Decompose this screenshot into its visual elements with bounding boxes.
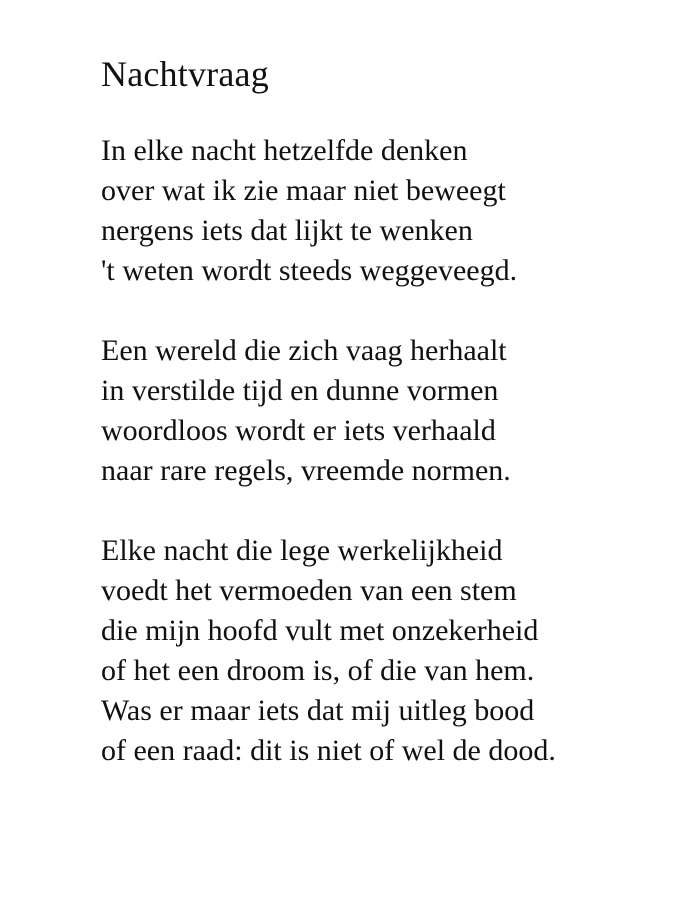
stanza-2-line-1: Een wereld die zich vaag herhaalt: [101, 334, 507, 367]
stanza-3-line-3: die mijn hoofd vult met onzekerheid: [101, 614, 539, 647]
stanza-1: [101, 131, 680, 291]
stanza-2-line-2: in verstilde tijd en dunne vormen: [101, 374, 499, 407]
stanza-2: [101, 331, 680, 491]
stanza-3-line-5: Was er maar iets dat mij uitleg bood: [101, 694, 535, 727]
stanza-2-line-4: naar rare regels, vreemde normen.: [101, 454, 511, 487]
poem-title: Nachtvraag: [101, 54, 269, 94]
stanza-1-line-4: 't weten wordt steeds weggeveegd.: [101, 254, 518, 287]
stanza-3-line-4: of het een droom is, of die van hem.: [101, 654, 535, 687]
stanza-3-line-2: voedt het vermoeden van een stem: [101, 574, 517, 607]
poem-page: [101, 52, 680, 771]
stanza-3: [101, 531, 680, 771]
stanza-2-line-3: woordloos wordt er iets verhaald: [101, 414, 496, 447]
stanza-3-line-6: of een raad: dit is niet of wel de dood.: [101, 734, 556, 767]
stanza-1-line-2: over wat ik zie maar niet beweegt: [101, 174, 506, 207]
stanza-3-line-1: Elke nacht die lege werkelijkheid: [101, 534, 503, 567]
stanza-1-line-1: In elke nacht hetzelfde denken: [101, 134, 468, 167]
stanza-1-line-3: nergens iets dat lijkt te wenken: [101, 214, 473, 247]
